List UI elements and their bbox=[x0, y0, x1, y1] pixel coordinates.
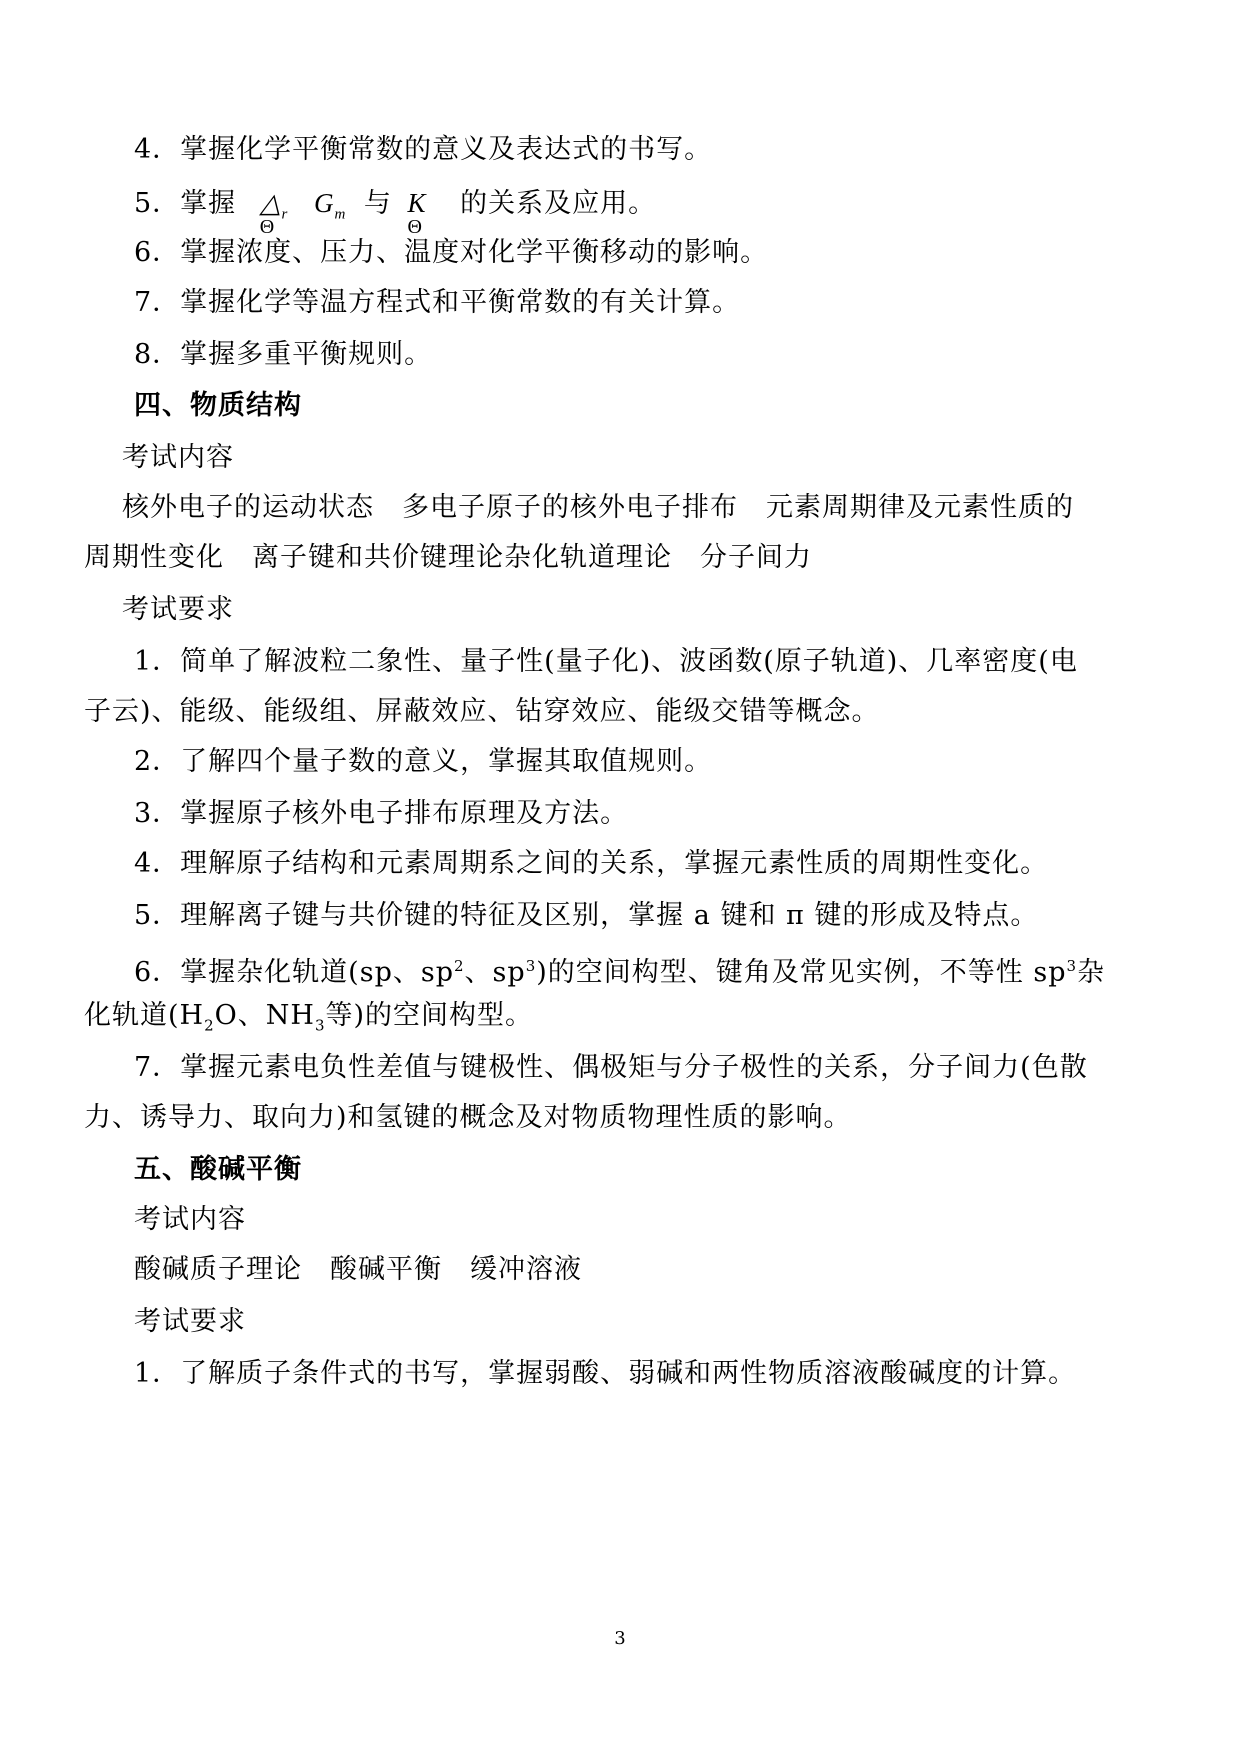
section-4-item-1-line-2: 子云)、能级、能级组、屏蔽效应、钻穿效应、能级交错等概念。 bbox=[84, 696, 880, 727]
section-5-item-1: 1．了解质子条件式的书写，掌握弱酸、弱碱和两性物质溶液酸碱度的计算。 bbox=[134, 1358, 1077, 1389]
item-8-multiple-equilibria: 8．掌握多重平衡规则。 bbox=[134, 339, 433, 370]
section-5-heading: 五、酸碱平衡 bbox=[134, 1154, 302, 1185]
section-4-item-6-line-1: 6．掌握杂化轨道(sp、$sp^2$、$sp^3$)的空间构型、键角及常见实例，不等性 $sp^3$杂 bbox=[134, 957, 1106, 988]
item-6-shift-factors: 6．掌握浓度、压力、温度对化学平衡移动的影响。 bbox=[134, 237, 769, 268]
item-5-connector: 与 bbox=[363, 188, 392, 219]
theta-symbol: Θ bbox=[259, 216, 276, 238]
section-5-content-line: 酸碱质子理论 酸碱平衡 缓冲溶液 bbox=[134, 1254, 582, 1285]
item-5-prefix: 5．掌握 bbox=[134, 188, 237, 219]
section-4-item-2: 2．了解四个量子数的意义，掌握其取值规则。 bbox=[134, 746, 713, 777]
section-4-item-6-line-2: 化轨道($H_2O$、$NH_3$等)的空间构型。 bbox=[84, 1000, 534, 1035]
section-4-item-1-line-1: 1．简单了解波粒二象性、量子性(量子化)、波函数(原子轨道)、几率密度(电 bbox=[134, 646, 1078, 677]
section-4-item-3: 3．掌握原子核外电子排布原理及方法。 bbox=[134, 798, 629, 829]
g-symbol: $G_m$ bbox=[313, 188, 347, 223]
item-7-isotherm: 7．掌握化学等温方程式和平衡常数的有关计算。 bbox=[134, 287, 741, 318]
section-5-content-label: 考试内容 bbox=[134, 1204, 246, 1235]
section-5-requirements-label: 考试要求 bbox=[134, 1306, 246, 1337]
section-4-content-line-2: 周期性变化 离子键和共价键理论杂化轨道理论 分子间力 bbox=[84, 542, 812, 573]
item-4-equilibrium-constant: 4．掌握化学平衡常数的意义及表达式的书写。 bbox=[134, 134, 713, 165]
delta-symbol: $\triangle_r$ Θ bbox=[260, 183, 289, 234]
section-4-item-4: 4．理解原子结构和元素周期系之间的关系，掌握元素性质的周期性变化。 bbox=[134, 848, 1049, 879]
item-5-suffix: 的关系及应用。 bbox=[460, 188, 657, 219]
section-4-item-7-line-2: 力、诱导力、取向力)和氢键的概念及对物质物理性质的影响。 bbox=[84, 1102, 852, 1133]
item-5-gibbs-k-relation bbox=[134, 183, 657, 238]
k-symbol: K Θ bbox=[408, 183, 427, 223]
theta-symbol-2: Θ bbox=[407, 216, 423, 238]
section-4-item-7-line-1: 7．掌握元素电负性差值与键极性、偶极矩与分子极性的关系，分子间力(色散 bbox=[134, 1052, 1088, 1083]
section-4-heading: 四、物质结构 bbox=[134, 390, 302, 421]
section-4-requirements-label: 考试要求 bbox=[122, 594, 234, 625]
page-number: 3 bbox=[614, 1628, 626, 1649]
section-4-content-label: 考试内容 bbox=[122, 442, 234, 473]
section-4-content-line-1: 核外电子的运动状态 多电子原子的核外电子排布 元素周期律及元素性质的 bbox=[122, 492, 1074, 523]
section-4-item-5: 5．理解离子键与共价键的特征及区别，掌握 a 键和 π 键的形成及特点。 bbox=[134, 900, 1039, 931]
